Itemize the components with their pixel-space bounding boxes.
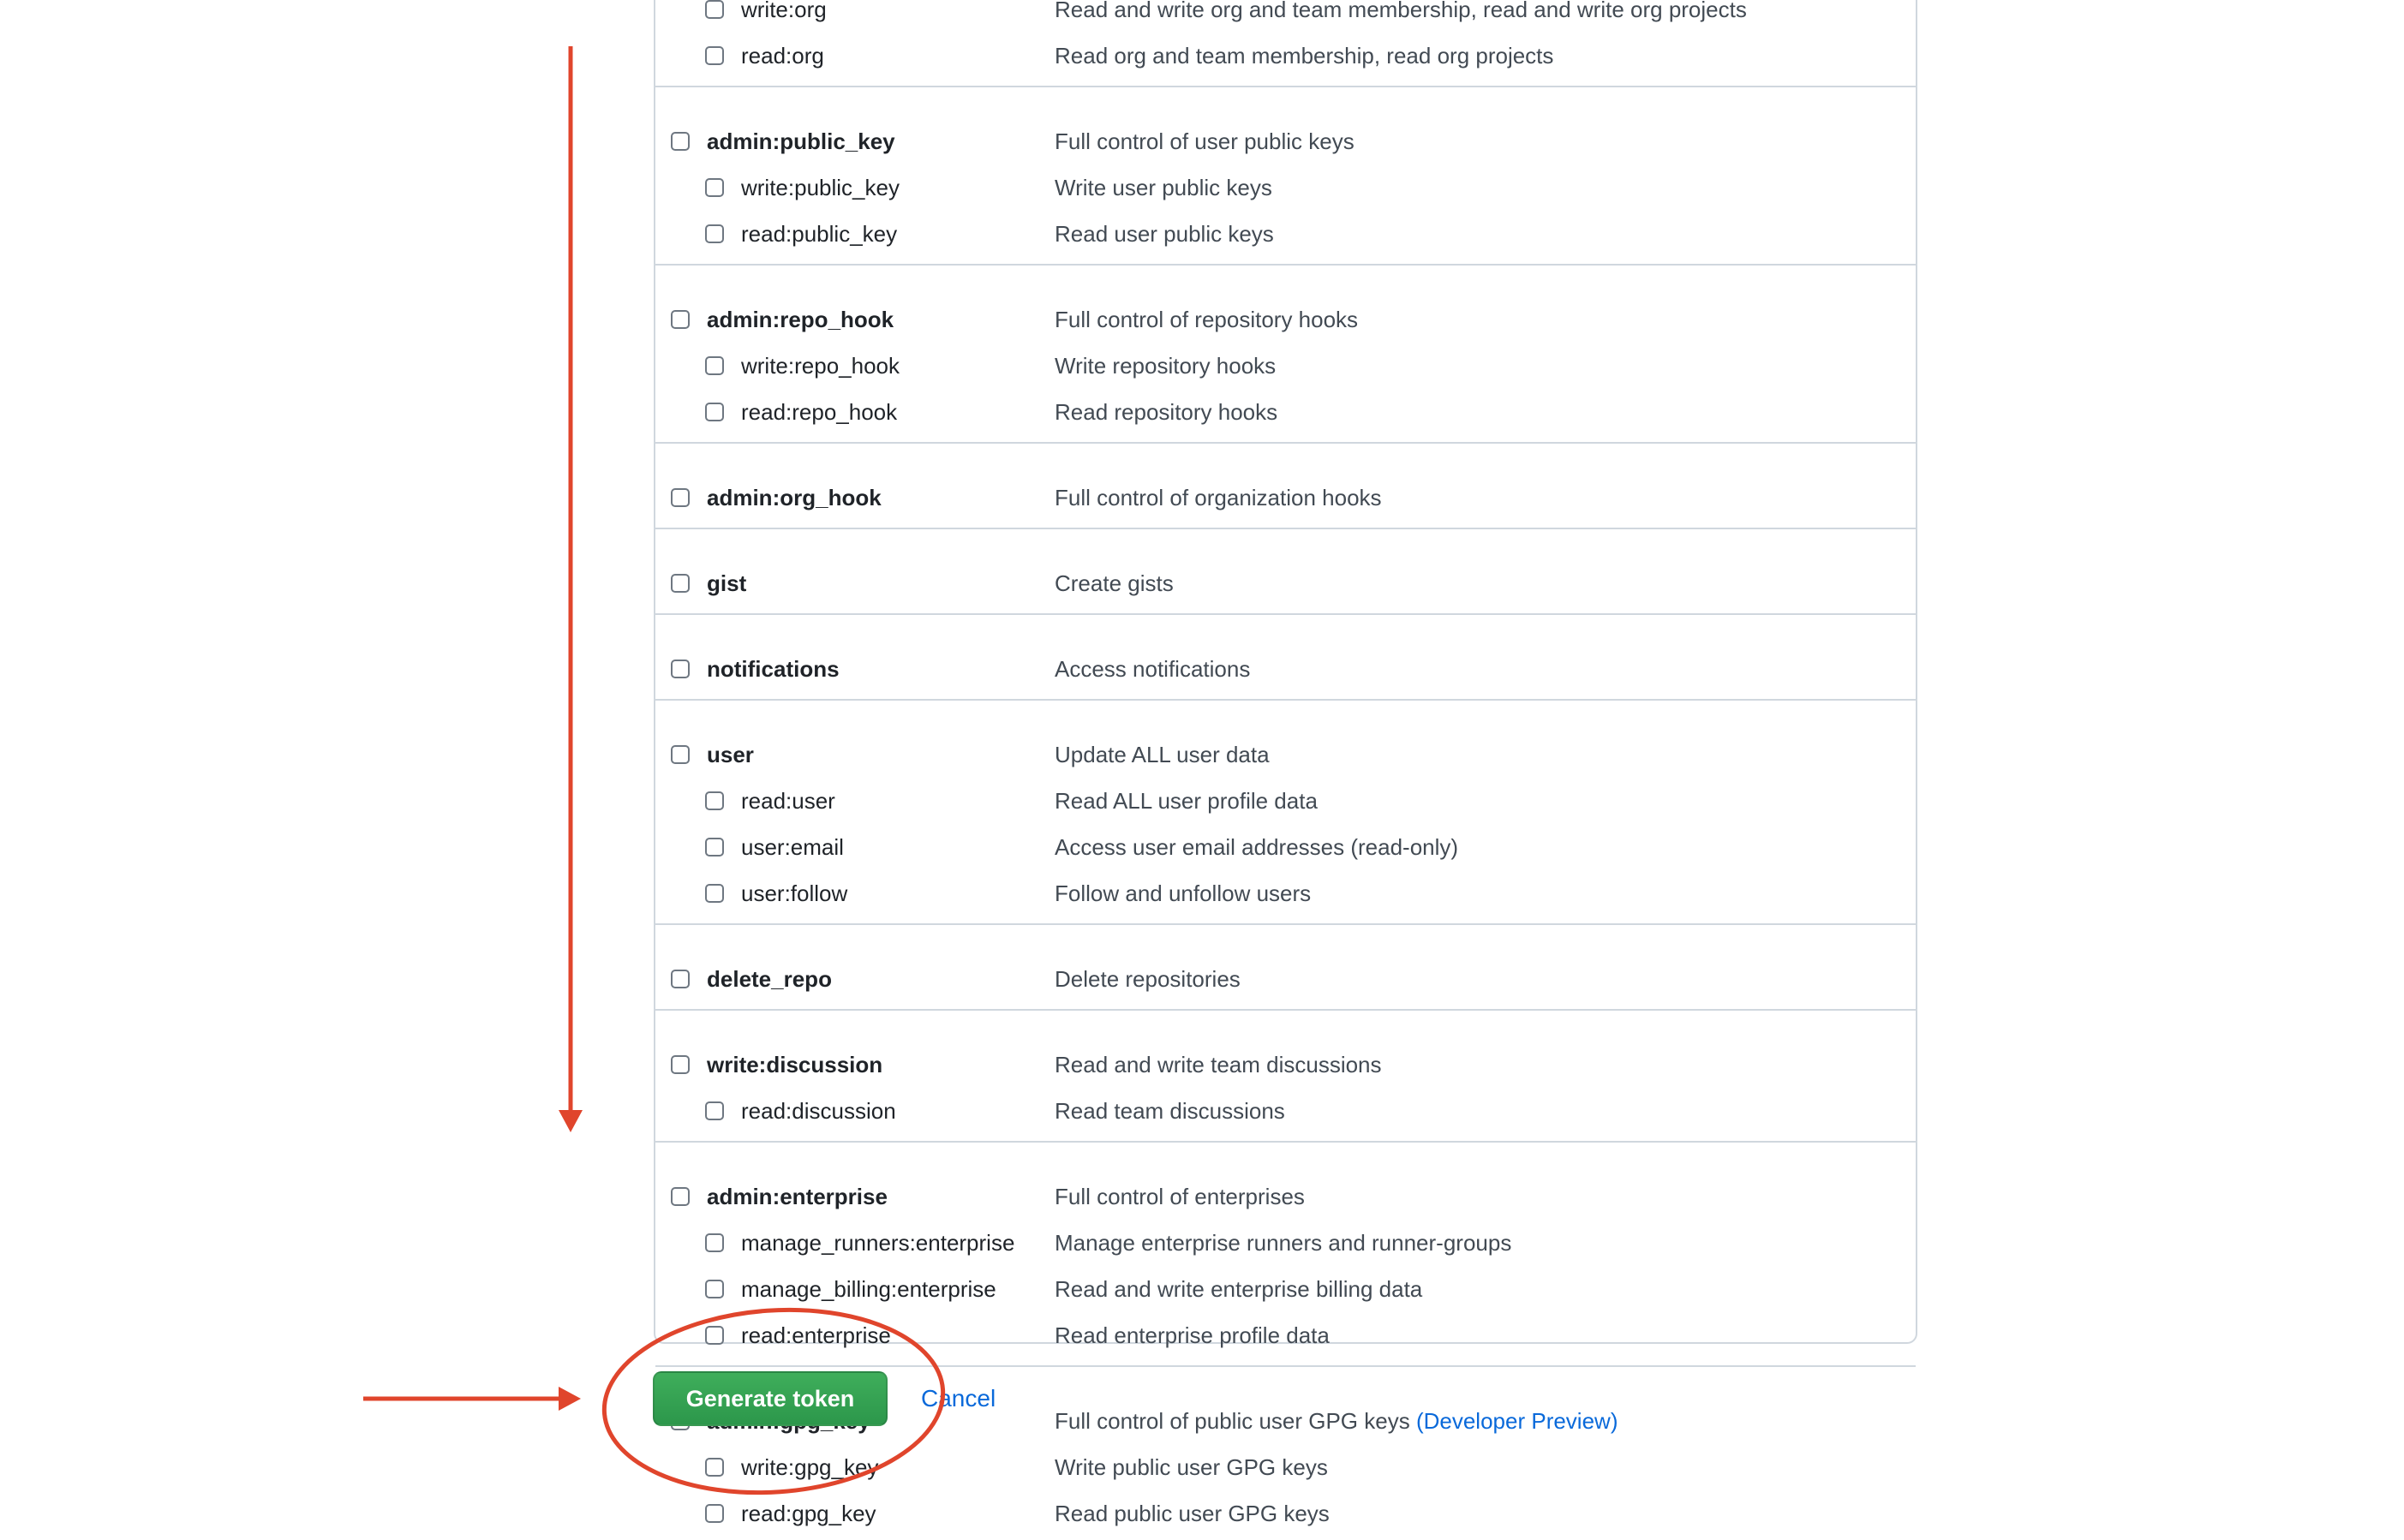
scope-group-divider: [655, 613, 1916, 615]
scope-name: admin:enterprise: [707, 1184, 888, 1209]
scope-name: write:repo_hook: [741, 353, 900, 379]
scope-description: [1055, 1228, 1511, 1257]
scope-description: [1055, 1453, 1328, 1482]
scope-description: [1055, 219, 1274, 248]
scope-row: [655, 1316, 1916, 1362]
scope-group-divider: [655, 442, 1916, 444]
scope-checkbox[interactable]: [671, 970, 690, 988]
scope-name: read:repo_hook: [741, 399, 898, 425]
scope-row: [655, 1223, 1916, 1269]
scope-name: admin:repo_hook: [707, 307, 894, 332]
scope-checkbox[interactable]: [705, 791, 724, 810]
scope-name: read:public_key: [741, 221, 898, 247]
scope-description: [1055, 1499, 1330, 1528]
scope-group-divider: [655, 86, 1916, 87]
scope-name: read:enterprise: [741, 1322, 891, 1348]
scope-description-text: Read repository hooks: [1055, 399, 1278, 425]
cancel-link[interactable]: Cancel: [921, 1385, 996, 1412]
scope-description-text: Write repository hooks: [1055, 353, 1277, 379]
scope-row: [655, 1269, 1916, 1316]
developer-preview-link[interactable]: (Developer Preview): [1415, 1408, 1618, 1434]
scope-description-text: Write public user GPG keys: [1055, 1454, 1328, 1480]
scope-description: [1055, 397, 1277, 427]
scope-row: [655, 649, 1916, 695]
scope-checkbox[interactable]: [671, 745, 690, 764]
scope-description-text: Access user email addresses (read-only): [1055, 834, 1459, 860]
scope-name: gist: [707, 570, 747, 596]
scope-group-divider: [655, 1009, 1916, 1011]
scope-description-text: Read user public keys: [1055, 221, 1274, 247]
scope-description-text: Read and write org and team membership, read and write org projects: [1055, 0, 1747, 22]
scope-description: [1055, 1182, 1305, 1211]
scope-name: manage_runners:enterprise: [741, 1230, 1015, 1256]
scope-name: user:email: [741, 834, 844, 860]
scope-row: [655, 781, 1916, 827]
scope-row: [655, 300, 1916, 346]
scope-group-divider: [655, 528, 1916, 529]
scope-name: admin:public_key: [707, 128, 895, 154]
scope-description: [1055, 786, 1318, 815]
pointer-arrow-head: [559, 1387, 581, 1411]
scope-checkbox[interactable]: [705, 1101, 724, 1120]
scope-description-text: Manage enterprise runners and runner-groups: [1055, 1230, 1512, 1256]
scope-description-text: Read and write team discussions: [1055, 1052, 1382, 1077]
scope-name: read:org: [741, 43, 824, 69]
scope-checkbox[interactable]: [671, 1055, 690, 1074]
scope-checkbox[interactable]: [705, 1233, 724, 1252]
scope-row: [655, 1091, 1916, 1137]
scope-name: read:gpg_key: [741, 1501, 876, 1526]
scope-description: [1055, 483, 1382, 512]
scope-description: [1055, 173, 1272, 202]
scope-description: [1055, 1274, 1422, 1304]
scope-description-text: Full control of user public keys: [1055, 128, 1354, 154]
scope-name: write:org: [741, 0, 827, 22]
scope-description-text: Full control of public user GPG keys: [1055, 1408, 1410, 1434]
scope-row: [655, 122, 1916, 168]
scope-description: [1055, 879, 1311, 908]
scope-name: read:discussion: [741, 1098, 896, 1124]
scope-checkbox[interactable]: [705, 224, 724, 243]
scope-description: [1055, 654, 1250, 683]
scope-name: notifications: [707, 656, 840, 682]
scope-description: [1055, 127, 1354, 156]
scope-row: [655, 0, 1916, 36]
scope-description: [1055, 305, 1358, 334]
scope-description-text: Follow and unfollow users: [1055, 880, 1312, 906]
scope-description: [1055, 41, 1553, 70]
scope-description-text: Read public user GPG keys: [1055, 1501, 1330, 1526]
scope-description-text: Read team discussions: [1055, 1098, 1285, 1124]
scope-name: write:public_key: [741, 175, 900, 200]
scope-row: [655, 392, 1916, 439]
scope-checkbox[interactable]: [671, 132, 690, 151]
scope-checkbox[interactable]: [705, 0, 724, 19]
scope-description: [1055, 0, 1747, 24]
scope-description: [1055, 740, 1270, 769]
scope-group-divider: [655, 699, 1916, 701]
scope-row: [655, 735, 1916, 781]
scope-description-text: Read enterprise profile data: [1055, 1322, 1330, 1348]
scroll-down-arrow-head: [559, 1110, 583, 1132]
scope-name: delete_repo: [707, 966, 832, 992]
scope-group-divider: [655, 1141, 1916, 1143]
scope-description: [1055, 1096, 1285, 1125]
scope-row: [655, 346, 1916, 392]
scope-checkbox[interactable]: [705, 1458, 724, 1477]
scope-description-text: Full control of organization hooks: [1055, 485, 1382, 510]
scope-name: admin:org_hook: [707, 485, 882, 510]
scope-description-text: Delete repositories: [1055, 966, 1241, 992]
scope-checkbox[interactable]: [705, 1280, 724, 1298]
scope-description-text: Full control of enterprises: [1055, 1184, 1305, 1209]
scope-name: write:gpg_key: [741, 1454, 879, 1480]
scope-row: [655, 827, 1916, 874]
scope-description: [1055, 1321, 1330, 1350]
scope-name: manage_billing:enterprise: [741, 1276, 996, 1302]
scope-checkbox[interactable]: [705, 1326, 724, 1345]
scope-description: [1055, 569, 1174, 598]
scope-row: [655, 959, 1916, 1006]
scope-group-divider: [655, 923, 1916, 925]
scope-checkbox[interactable]: [705, 178, 724, 197]
scope-row: [655, 874, 1916, 920]
scope-row: [655, 478, 1916, 524]
scope-name: user: [707, 742, 754, 767]
scope-row: [655, 1045, 1916, 1091]
scope-checkbox[interactable]: [705, 838, 724, 857]
scope-row: [655, 1494, 1916, 1540]
scope-description: [1055, 351, 1276, 380]
scope-checkbox[interactable]: [671, 488, 690, 507]
scope-description: [1055, 833, 1458, 862]
scope-description-text: Access notifications: [1055, 656, 1251, 682]
scope-checkbox[interactable]: [705, 403, 724, 421]
scope-checkbox[interactable]: [705, 46, 724, 65]
scope-row: [655, 564, 1916, 610]
scope-name: write:discussion: [707, 1052, 883, 1077]
generate-token-button[interactable]: Generate token: [653, 1371, 888, 1426]
scope-checkbox[interactable]: [671, 574, 690, 593]
scope-description-text: Read org and team membership, read org projects: [1055, 43, 1554, 69]
scope-group-divider: [655, 264, 1916, 266]
scope-checkbox[interactable]: [705, 884, 724, 903]
scope-description: [1055, 1406, 1618, 1436]
scope-row: [655, 1447, 1916, 1494]
scope-row: [655, 214, 1916, 260]
scope-checkbox[interactable]: [671, 660, 690, 678]
scope-checkbox[interactable]: [671, 310, 690, 329]
scope-row: [655, 36, 1916, 82]
scope-description-text: Update ALL user data: [1055, 742, 1270, 767]
scope-description-text: Create gists: [1055, 570, 1174, 596]
scope-description-text: Full control of repository hooks: [1055, 307, 1359, 332]
scope-group-divider: [655, 1365, 1916, 1367]
scope-description: [1055, 964, 1241, 994]
scope-description-text: Read and write enterprise billing data: [1055, 1276, 1423, 1302]
scope-name: read:user: [741, 788, 835, 814]
scope-description: [1055, 1050, 1382, 1079]
scope-name: user:follow: [741, 880, 848, 906]
scope-checkbox[interactable]: [671, 1187, 690, 1206]
scope-description-text: Read ALL user profile data: [1055, 788, 1318, 814]
scope-description-text: Write user public keys: [1055, 175, 1272, 200]
scope-row: [655, 168, 1916, 214]
scope-checkbox[interactable]: [705, 356, 724, 375]
scope-checkbox[interactable]: [705, 1504, 724, 1523]
scope-row: [655, 1177, 1916, 1223]
